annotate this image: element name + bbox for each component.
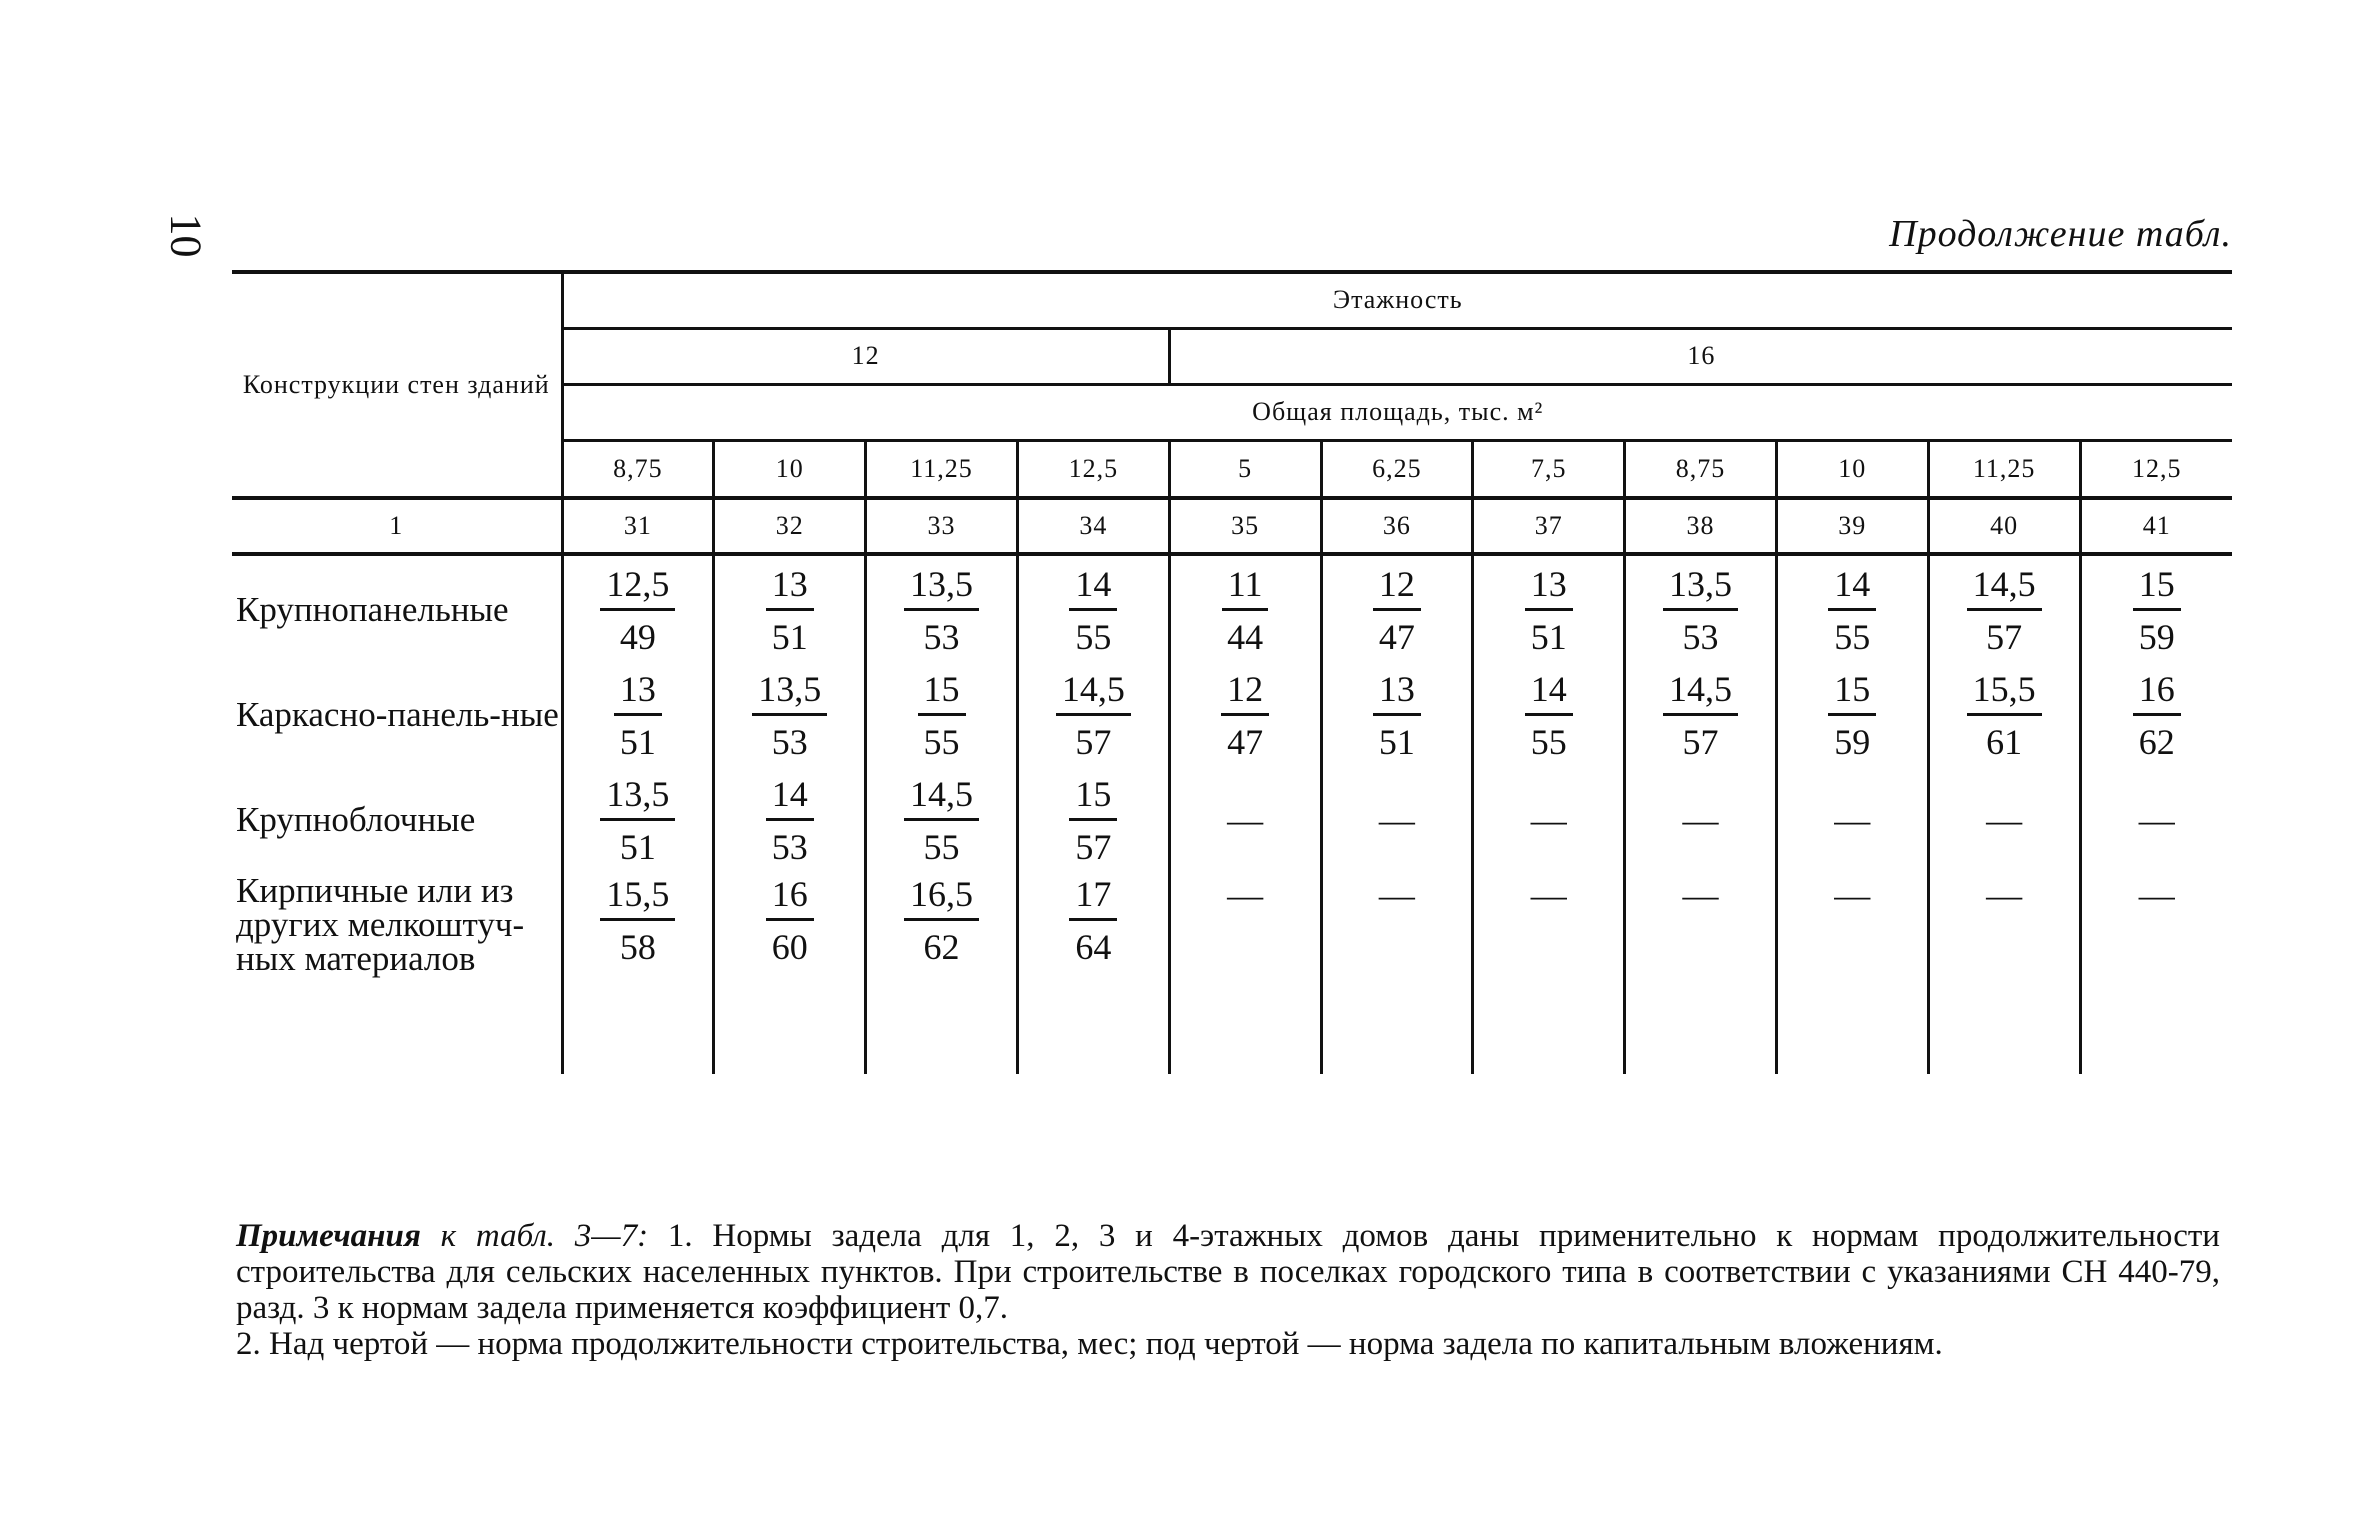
- backlog-norm: 51: [619, 826, 656, 867]
- value-cell: [1169, 554, 1321, 664]
- duration-norm: 13,5: [752, 669, 827, 716]
- area-value: 6,25: [1321, 440, 1473, 498]
- value-cell: [1625, 664, 1777, 766]
- note-1: [236, 1218, 2220, 1326]
- value-cell: [1473, 766, 1625, 874]
- header-constructions: Конструкции стен зданий: [232, 272, 562, 498]
- value-cell: [866, 664, 1018, 766]
- row-name: Каркасно-панель-ные: [236, 695, 559, 734]
- column-number: 41: [2080, 498, 2232, 554]
- area-value: 7,5: [1473, 440, 1625, 498]
- duration-norm: 13: [614, 669, 662, 716]
- backlog-norm: 57: [1075, 826, 1112, 867]
- area-value: 10: [1776, 440, 1928, 498]
- fraction: [766, 564, 814, 657]
- duration-norm: 14: [1525, 669, 1573, 716]
- column-number: 33: [866, 498, 1018, 554]
- backlog-norm: 55: [923, 721, 960, 762]
- column-number: 36: [1321, 498, 1473, 554]
- table-row: [232, 664, 2232, 766]
- fraction: [1069, 564, 1117, 657]
- column-number: 37: [1473, 498, 1625, 554]
- backlog-norm: 51: [771, 616, 808, 657]
- value-cell: [1776, 664, 1928, 766]
- value-cell: [1321, 554, 1473, 664]
- empty-dash: —: [1682, 800, 1719, 840]
- backlog-norm: 51: [1378, 721, 1415, 762]
- column-number: 31: [562, 498, 714, 554]
- duration-norm: 14,5: [1056, 669, 1131, 716]
- column-number-row: [232, 498, 2232, 554]
- value-cell: [2080, 766, 2232, 874]
- fraction: [1222, 564, 1269, 657]
- backlog-norm: 59: [1834, 721, 1871, 762]
- fraction: [1525, 669, 1573, 762]
- duration-norm: 14,5: [904, 774, 979, 821]
- fraction: [1069, 774, 1117, 867]
- fraction: [1967, 564, 2042, 657]
- duration-norm: 17: [1069, 874, 1117, 921]
- duration-norm: 16,5: [904, 874, 979, 921]
- value-cell: [714, 554, 866, 664]
- value-cell: [1473, 874, 1625, 1074]
- fraction: [918, 669, 966, 762]
- note-2: [236, 1326, 2220, 1362]
- duration-norm: 14: [1828, 564, 1876, 611]
- backlog-norm: 57: [1986, 616, 2023, 657]
- fraction: [752, 669, 827, 762]
- value-cell: [1928, 874, 2080, 1074]
- note-1-text: 1. Нормы задела для 1, 2, 3 и 4-этажных домов даны применительно к нормам продолжительности строительства для сельских населенных пунктов. При строительстве в поселках городского типа в соответствии с указаниями СН 440-79, разд. 3 к нормам задела применяется коэффициент 0,7.: [236, 1218, 2220, 1326]
- empty-dash: —: [1378, 800, 1415, 840]
- area-value: 11,25: [1928, 440, 2080, 498]
- backlog-norm: 51: [1530, 616, 1567, 657]
- backlog-norm: 59: [2138, 616, 2175, 657]
- value-cell: [1321, 874, 1473, 1074]
- value-cell: [1776, 766, 1928, 874]
- backlog-norm: 51: [619, 721, 656, 762]
- value-cell: [1928, 766, 2080, 874]
- area-value: 12,5: [1017, 440, 1169, 498]
- duration-norm: 14: [766, 774, 814, 821]
- notes-lead: Примечания: [236, 1218, 421, 1254]
- value-cell: [2080, 874, 2232, 1074]
- empty-dash: —: [1834, 875, 1871, 915]
- fraction: [1221, 669, 1269, 762]
- column-number: 35: [1169, 498, 1321, 554]
- backlog-norm: 53: [771, 826, 808, 867]
- duration-norm: 15: [918, 669, 966, 716]
- backlog-norm: 57: [1682, 721, 1719, 762]
- backlog-norm: 61: [1986, 721, 2023, 762]
- fraction: [614, 669, 662, 762]
- backlog-norm: 53: [923, 616, 960, 657]
- value-cell: [1473, 554, 1625, 664]
- duration-norm: 13,5: [1663, 564, 1738, 611]
- fraction: [2133, 564, 2181, 657]
- value-cell: [1169, 874, 1321, 1074]
- duration-norm: 15: [1069, 774, 1117, 821]
- area-value: 10: [714, 440, 866, 498]
- fraction: [1663, 564, 1738, 657]
- value-cell: [866, 766, 1018, 874]
- backlog-norm: 60: [771, 927, 808, 967]
- backlog-norm: 49: [619, 616, 656, 657]
- note-2-text: 2. Над чертой — норма продолжительности строительства, мес; под чертой — норма задела по капитальным вложениям.: [236, 1326, 1943, 1362]
- duration-norm: 13: [766, 564, 814, 611]
- column-number: 32: [714, 498, 866, 554]
- fraction: [600, 774, 675, 867]
- empty-dash: —: [1530, 800, 1567, 840]
- norms-table: [232, 270, 2232, 1074]
- value-cell: [562, 766, 714, 874]
- fraction: [904, 774, 979, 867]
- fraction: [1525, 564, 1573, 657]
- area-value: 5: [1169, 440, 1321, 498]
- value-cell: [1169, 766, 1321, 874]
- backlog-norm: 58: [619, 927, 656, 967]
- value-cell: [1017, 766, 1169, 874]
- floor-group-12: 12: [562, 328, 1169, 384]
- empty-dash: —: [1378, 875, 1415, 915]
- value-cell: [1928, 554, 2080, 664]
- duration-norm: 12,5: [600, 564, 675, 611]
- value-cell: [1625, 554, 1777, 664]
- value-cell: [562, 554, 714, 664]
- fraction: [904, 874, 979, 967]
- value-cell: [2080, 664, 2232, 766]
- duration-norm: 14,5: [1663, 669, 1738, 716]
- floor-group-16: 16: [1169, 328, 2232, 384]
- fraction: [1069, 874, 1117, 967]
- value-cell: [866, 874, 1018, 1074]
- area-value: 12,5: [2080, 440, 2232, 498]
- backlog-norm: 55: [923, 826, 960, 867]
- continuation-label: Продолжение табл.: [1889, 213, 2232, 255]
- value-cell: [1473, 664, 1625, 766]
- duration-norm: 16: [2133, 669, 2181, 716]
- row-name: Крупнопанельные: [236, 590, 509, 629]
- duration-norm: 12: [1373, 564, 1421, 611]
- value-cell: [1321, 766, 1473, 874]
- backlog-norm: 47: [1227, 721, 1264, 762]
- table-row: [232, 766, 2232, 874]
- empty-dash: —: [2138, 875, 2175, 915]
- fraction: [904, 564, 979, 657]
- table-row: [232, 874, 2232, 1074]
- backlog-norm: 55: [1530, 721, 1567, 762]
- backlog-norm: 55: [1834, 616, 1871, 657]
- fraction: [2133, 669, 2181, 762]
- fraction: [1828, 669, 1876, 762]
- empty-dash: —: [1682, 875, 1719, 915]
- value-cell: [1776, 554, 1928, 664]
- value-cell: [2080, 554, 2232, 664]
- row-name: Кирпичные или из других мелкоштуч-ных материалов: [236, 871, 525, 978]
- duration-norm: 15: [1828, 669, 1876, 716]
- value-cell: [866, 554, 1018, 664]
- value-cell: [714, 664, 866, 766]
- fraction: [1373, 564, 1421, 657]
- fraction: [1373, 669, 1421, 762]
- fraction: [766, 874, 814, 967]
- duration-norm: 11: [1222, 564, 1269, 611]
- value-cell: [1017, 664, 1169, 766]
- duration-norm: 16: [766, 874, 814, 921]
- area-value: 8,75: [562, 440, 714, 498]
- value-cell: [1625, 766, 1777, 874]
- page-number: 10: [161, 213, 211, 258]
- area-value: 8,75: [1625, 440, 1777, 498]
- duration-norm: 12: [1221, 669, 1269, 716]
- value-cell: [1928, 664, 2080, 766]
- notes-lead-ref: к табл.: [420, 1218, 575, 1254]
- fraction: [1967, 669, 2042, 762]
- duration-norm: 15,5: [1967, 669, 2042, 716]
- duration-norm: 13,5: [600, 774, 675, 821]
- value-cell: [1017, 554, 1169, 664]
- duration-norm: 14,5: [1967, 564, 2042, 611]
- fraction: [766, 774, 814, 867]
- value-cell: [714, 766, 866, 874]
- value-cell: [562, 664, 714, 766]
- area-value: 11,25: [866, 440, 1018, 498]
- duration-norm: 15: [2133, 564, 2181, 611]
- empty-dash: —: [1227, 800, 1264, 840]
- value-cell: [1321, 664, 1473, 766]
- empty-dash: —: [1986, 875, 2023, 915]
- duration-norm: 15,5: [600, 874, 675, 921]
- backlog-norm: 53: [771, 721, 808, 762]
- empty-dash: —: [1834, 800, 1871, 840]
- fraction: [1663, 669, 1738, 762]
- row-name: Крупноблочные: [236, 800, 476, 839]
- empty-dash: —: [1986, 800, 2023, 840]
- value-cell: [1776, 874, 1928, 1074]
- notes: [236, 1218, 2220, 1362]
- fraction: [600, 564, 675, 657]
- backlog-norm: 53: [1682, 616, 1719, 657]
- value-cell: [562, 874, 714, 1074]
- column-number: 34: [1017, 498, 1169, 554]
- duration-norm: 14: [1069, 564, 1117, 611]
- backlog-norm: 47: [1378, 616, 1415, 657]
- column-number: 1: [232, 498, 562, 554]
- fraction: [600, 874, 675, 967]
- duration-norm: 13: [1373, 669, 1421, 716]
- duration-norm: 13,5: [904, 564, 979, 611]
- backlog-norm: 44: [1227, 616, 1264, 657]
- header-floors: Этажность: [562, 272, 2232, 328]
- table-row: [232, 554, 2232, 664]
- value-cell: [1169, 664, 1321, 766]
- value-cell: [714, 874, 866, 1074]
- fraction: [1828, 564, 1876, 657]
- value-cell: [1017, 874, 1169, 1074]
- backlog-norm: 57: [1075, 721, 1112, 762]
- backlog-norm: 62: [2138, 721, 2175, 762]
- table-body: [232, 554, 2232, 1074]
- fraction: [1056, 669, 1131, 762]
- column-number: 39: [1776, 498, 1928, 554]
- backlog-norm: 64: [1075, 927, 1112, 967]
- column-number: 38: [1625, 498, 1777, 554]
- duration-norm: 13: [1525, 564, 1573, 611]
- backlog-norm: 55: [1075, 616, 1112, 657]
- header-area: Общая площадь, тыс. м²: [562, 384, 2232, 440]
- empty-dash: —: [2138, 800, 2175, 840]
- empty-dash: —: [1530, 875, 1567, 915]
- backlog-norm: 62: [923, 927, 960, 967]
- column-number: 40: [1928, 498, 2080, 554]
- empty-dash: —: [1227, 875, 1264, 915]
- value-cell: [1625, 874, 1777, 1074]
- notes-table-ref: 3—7:: [574, 1218, 668, 1254]
